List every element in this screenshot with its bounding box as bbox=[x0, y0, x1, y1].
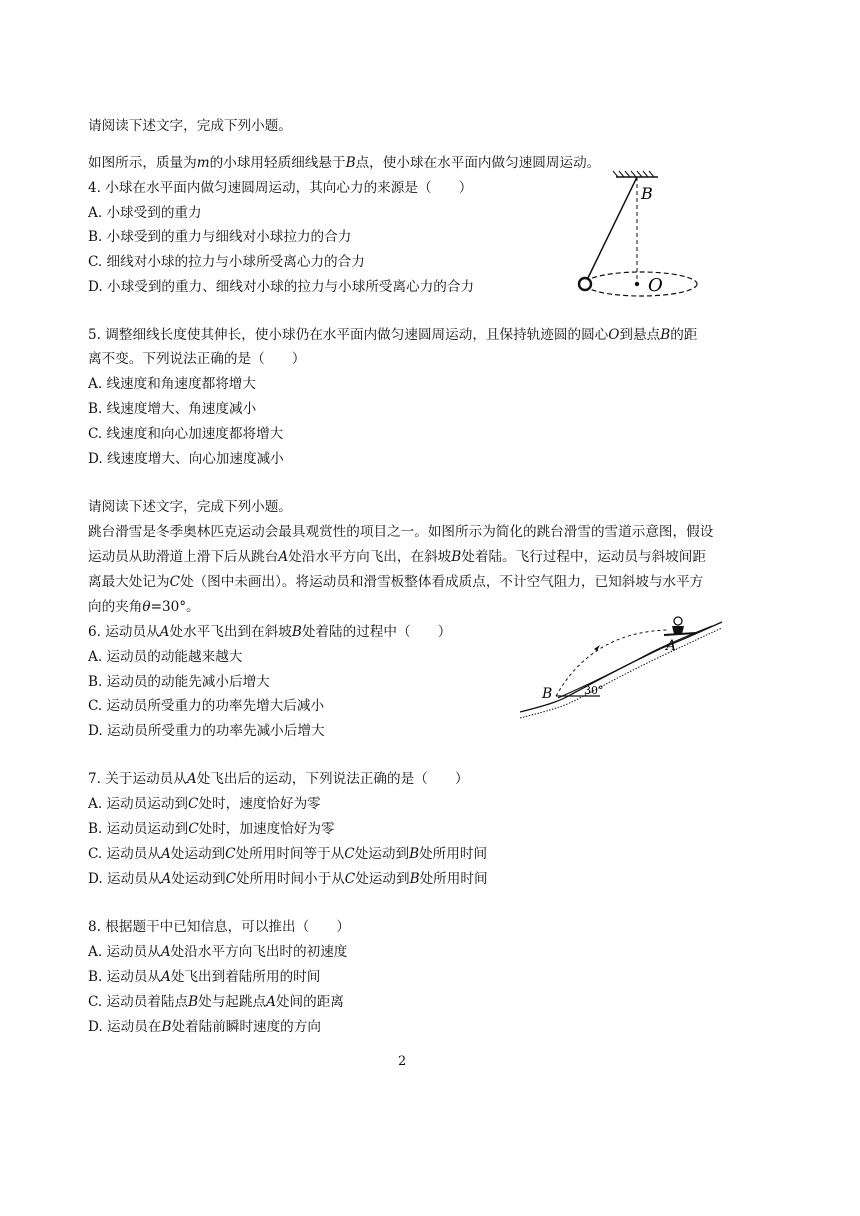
angle-label: 30° bbox=[584, 684, 604, 697]
page-number: 2 bbox=[398, 1054, 407, 1069]
q4-option-b: B. 小球受到的重力与细线对小球拉力的合力 bbox=[88, 229, 352, 245]
q5-option-a: A. 线速度和角速度都将增大 bbox=[88, 376, 256, 392]
q7-stem: 7. 关于运动员从A处飞出后的运动，下列说法正确的是（ ） bbox=[88, 771, 469, 787]
label-b: B bbox=[641, 184, 653, 203]
reading-intro-2: 请阅读下述文字，完成下列小题。 bbox=[88, 499, 292, 515]
q6-option-a: A. 运动员的动能越来越大 bbox=[88, 649, 243, 665]
scenario-2-line3: 离最大处记为C处（图中未画出）。将运动员和滑雪板整体看成质点，不计空气阻力，已知斜坡与水平方 bbox=[88, 574, 704, 590]
q8-option-b: B. 运动员从A处飞出到着陆所用的时间 bbox=[88, 969, 321, 985]
ski-jump-figure bbox=[512, 612, 727, 724]
q7-option-c: C. 运动员从A处运动到C处所用时间等于从C处运动到B处所用时间 bbox=[88, 846, 488, 862]
scenario-1: 如图所示，质量为m的小球用轻质细线悬于B点，使小球在水平面内做匀速圆周运动。 bbox=[88, 155, 601, 171]
q6-option-c: C. 运动员所受重力的功率先增大后减小 bbox=[88, 698, 325, 714]
scenario-2-line2: 运动员从助滑道上滑下后从跳台A处沿水平方向飞出，在斜坡B处着陆。飞行过程中，运动员与斜坡间距 bbox=[88, 549, 706, 565]
q5-option-b: B. 线速度增大、角速度减小 bbox=[88, 401, 257, 417]
q7-option-a: A. 运动员运动到C处时，速度恰好为零 bbox=[88, 796, 321, 812]
scenario-2-line1: 跳台滑雪是冬季奥林匹克运动会最具观赏性的项目之一。如图所示为简化的跳台滑雪的雪道示意图，假设 bbox=[88, 524, 714, 540]
reading-intro-1: 请阅读下述文字，完成下列小题。 bbox=[88, 118, 292, 134]
label-a: A bbox=[666, 638, 677, 654]
q5-option-c: C. 线速度和向心加速度都将增大 bbox=[88, 426, 284, 442]
q6-stem: 6. 运动员从A处水平飞出到在斜坡B处着陆的过程中（ ） bbox=[88, 624, 452, 640]
q4-option-c: C. 细线对小球的拉力与小球所受离心力的合力 bbox=[88, 254, 365, 270]
q5-option-d: D. 线速度增大、向心加速度减小 bbox=[88, 451, 284, 467]
q5-stem-line2: 离不变。下列说法正确的是（ ） bbox=[88, 351, 306, 367]
q8-stem: 8. 根据题干中已知信息，可以推出（ ） bbox=[88, 919, 350, 935]
q4-stem: 4. 小球在水平面内做匀速圆周运动，其向心力的来源是（ ） bbox=[88, 180, 473, 196]
q8-option-c: C. 运动员着陆点B处与起跳点A处间的距离 bbox=[88, 994, 344, 1010]
q6-option-d: D. 运动员所受重力的功率先减小后增大 bbox=[88, 723, 325, 739]
q4-option-a: A. 小球受到的重力 bbox=[88, 205, 202, 221]
q4-option-d: D. 小球受到的重力、细线对小球的拉力与小球所受离心力的合力 bbox=[88, 279, 475, 295]
q6-option-b: B. 运动员的动能先减小后增大 bbox=[88, 674, 270, 690]
conical-pendulum-figure bbox=[572, 168, 702, 303]
q7-option-d: D. 运动员从A处运动到C处所用时间小于从C处运动到B处所用时间 bbox=[88, 871, 488, 887]
label-b: B bbox=[542, 686, 553, 702]
q8-option-a: A. 运动员从A处沿水平方向飞出时的初速度 bbox=[88, 944, 348, 960]
q7-option-b: B. 运动员运动到C处时，加速度恰好为零 bbox=[88, 821, 335, 837]
q8-option-d: D. 运动员在B处着陆前瞬时速度的方向 bbox=[88, 1019, 321, 1035]
label-o: O bbox=[648, 275, 663, 296]
scenario-2-line4: 向的夹角θ=30°。 bbox=[88, 599, 200, 615]
q5-stem-line1: 5. 调整细线长度使其伸长，使小球仍在水平面内做匀速圆周运动，且保持轨迹圆的圆心O到悬点B的距 bbox=[88, 327, 698, 343]
